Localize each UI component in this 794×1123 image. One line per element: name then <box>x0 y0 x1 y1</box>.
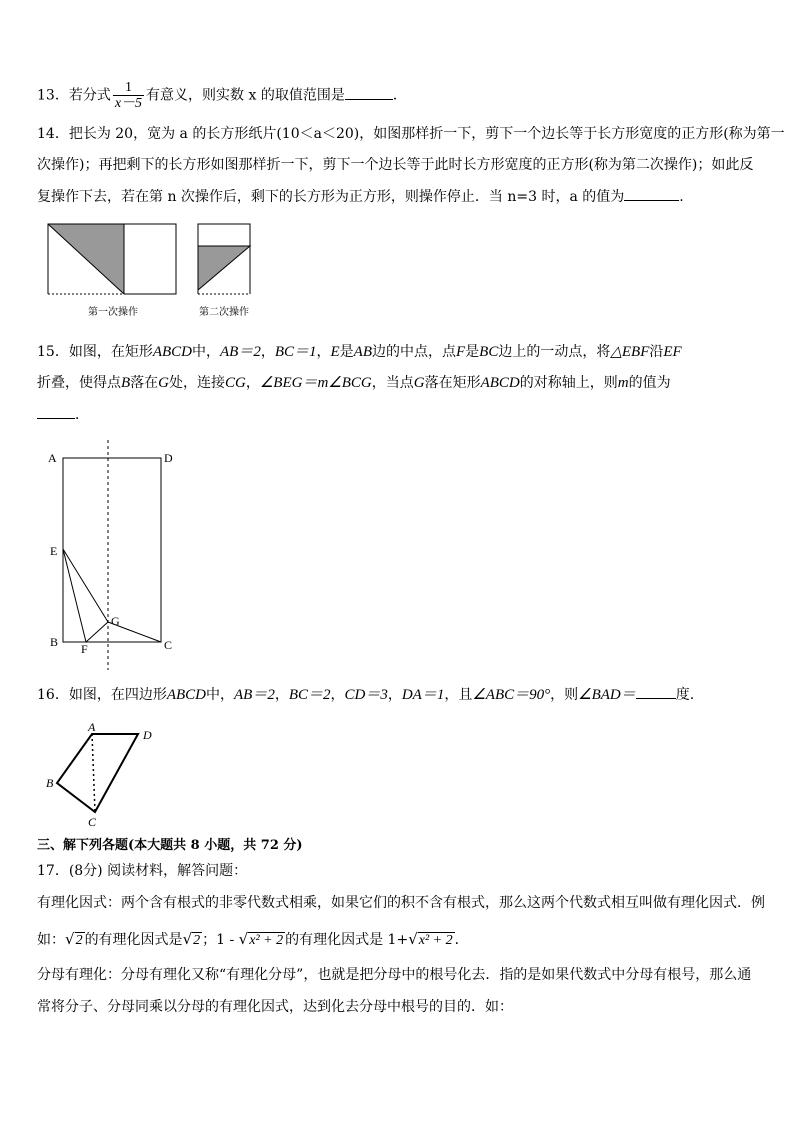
q17-p1-line1: 有理化因式：两个含有根式的非零代数式相乘，如果它们的积不含有根式，那么这两个代数式相互叫做有理化因式．例 <box>37 895 765 911</box>
q16-math: ∠BAD＝ <box>578 687 636 703</box>
q14-fig2-fold-triangle <box>198 246 250 290</box>
q17-p2-line1: 分母有理化：分母有理化又称“有理化分母”，也就是把分母中的根号化去．指的是如果代数式中分母有根号，那么通 <box>37 967 752 983</box>
q15-math: m <box>617 375 629 391</box>
q15-text: ， <box>245 375 260 391</box>
q15-line1 <box>37 342 682 362</box>
q15-text: 15．如图，在矩形 <box>37 344 153 360</box>
q15-math: E <box>330 344 340 360</box>
q15-math: ABCD <box>480 375 520 391</box>
q15-text: ，当点 <box>371 375 414 391</box>
q16-text: ，且 <box>444 687 473 703</box>
q16-math: ABCD <box>166 687 206 703</box>
q15-segment-eg <box>63 549 108 622</box>
q15-label-f: F <box>81 642 88 656</box>
sqrt-sign-icon: √ <box>65 930 75 948</box>
q17-text: 的有理化因式是 1+ <box>285 932 409 948</box>
q14-line3-end: . <box>679 189 684 205</box>
q15-math: BC＝1 <box>274 344 317 360</box>
q15-text: 落在矩形 <box>424 375 481 391</box>
q16-answer-blank <box>636 684 676 699</box>
q15-line2 <box>37 373 671 393</box>
q15-math: G <box>413 375 425 391</box>
q13-fraction <box>113 80 144 111</box>
q15-text: 是 <box>339 344 354 360</box>
q13-end: ． <box>392 87 407 104</box>
q15-label-e: E <box>50 544 58 558</box>
q17-radicand: 2 <box>193 933 201 948</box>
q16-text: 度. <box>675 687 695 703</box>
q15-text: 是 <box>465 344 480 360</box>
q15-line3 <box>37 404 89 425</box>
q14-line2: 次操作)；再把剩下的长方形如图那样折一下，剪下一个边长等于此时长方形宽度的正方形(称为第二次操作)；如此反 <box>37 157 754 173</box>
q15-label-b: B <box>50 635 59 649</box>
q17-text: ；1 - <box>202 932 235 948</box>
q16-label-d: D <box>143 728 152 742</box>
q17-p2-line2: 常将分子、分母同乘以分母的有理化因式，达到化去分母中根号的目的．如： <box>37 999 513 1015</box>
q13-middle: 有意义，则实数 x 的取值范围是 <box>146 87 345 104</box>
q15-math: ∠BEG＝m∠BCG <box>259 375 372 391</box>
q13-answer-blank <box>345 85 393 100</box>
q15-text: 的值为 <box>628 375 671 391</box>
q17-text: ． <box>454 932 469 948</box>
q16-math: BC＝2 <box>288 687 331 703</box>
q16-math: ∠ABC＝90° <box>472 687 551 703</box>
q17-text: 的有理化因式是 <box>84 932 183 948</box>
q15-segment-fg <box>86 622 108 642</box>
q17-radicand: x² + 2 <box>249 933 284 948</box>
q13-frac-numerator: 1 <box>113 80 144 96</box>
q15-text: ， <box>316 344 331 360</box>
q14-line3-text: 复操作下去，若在第 n 次操作后，剩下的长方形为正方形，则操作停止．当 n=3 时，a 的值为 <box>37 189 625 205</box>
q16-line <box>37 684 694 705</box>
q14-fig2-top-square <box>198 224 250 246</box>
q16-text: ， <box>387 687 402 703</box>
q15-math: F <box>456 344 466 360</box>
q14-answer-blank <box>624 186 679 201</box>
q15-math: CG <box>225 375 246 391</box>
q16-diagonal-ac <box>92 734 95 812</box>
sqrt-sign-icon: √ <box>182 930 193 948</box>
q16-math: CD＝3 <box>344 687 388 703</box>
q17-radicand: x² + 2 <box>418 933 453 948</box>
section-3-heading: 三、解下列各题(本大题共 8 小题，共 72 分) <box>37 838 303 853</box>
sqrt-sign-icon: √ <box>408 930 418 948</box>
q16-text: 中， <box>206 687 234 703</box>
q15-math: EF <box>663 344 682 360</box>
q13-prefix: 若分式 <box>68 87 111 104</box>
q14-line1: 14．把长为 20，宽为 a 的长方形纸片(10＜a＜20)，如图那样折一下，剪下一个边长等于长方形宽度的正方形(称为第一 <box>37 126 785 142</box>
q15-math: AB＝2 <box>220 344 261 360</box>
q14-caption-1: 第一次操作 <box>88 307 138 318</box>
q14-figure-2 <box>196 222 254 298</box>
q15-text: 的对称轴上，则 <box>519 375 618 391</box>
q16-quadrilateral <box>57 734 138 812</box>
q15-text: 边的中点，点 <box>372 344 456 360</box>
q16-text: ， <box>274 687 289 703</box>
q15-text: ． <box>75 407 89 423</box>
q15-segment-ef <box>63 549 86 642</box>
q16-label-b: B <box>46 776 54 790</box>
q14-caption-2: 第二次操作 <box>199 307 249 318</box>
q15-math: BC <box>479 344 499 360</box>
q15-math: ABCD <box>152 344 192 360</box>
q15-text: 处，连接 <box>169 375 226 391</box>
q15-text: 落在 <box>130 375 159 391</box>
q15-label-g: G <box>111 614 120 628</box>
q16-text: 16．如图，在四边形 <box>37 687 167 703</box>
q13-line <box>37 80 407 111</box>
q15-label-d: D <box>164 451 173 465</box>
q15-math: B <box>121 375 131 391</box>
q17-p1-line2 <box>37 929 469 950</box>
q15-label-c: C <box>164 638 173 652</box>
q15-text: 边上的一动点，将 <box>498 344 611 360</box>
q15-text: 沿 <box>649 344 664 360</box>
sqrt-sign-icon: √ <box>238 930 249 948</box>
q15-text: 中， <box>192 344 220 360</box>
q15-math: △EBF <box>610 344 650 360</box>
q15-answer-blank <box>37 404 75 419</box>
q14-line3 <box>37 186 684 207</box>
q15-text: ， <box>260 344 275 360</box>
q16-label-a: A <box>88 720 96 734</box>
q16-math: DA＝1 <box>401 687 445 703</box>
q15-label-a: A <box>48 451 57 465</box>
q15-math: G <box>158 375 170 391</box>
q17-text: 如： <box>37 932 65 948</box>
q15-math: AB <box>353 344 372 360</box>
q16-text: ， <box>330 687 345 703</box>
q16-text: ，则 <box>550 687 579 703</box>
q17-radicand: 2 <box>75 933 83 948</box>
q15-text: 折叠，使得点 <box>37 375 121 391</box>
q14-figure-1 <box>46 222 180 298</box>
q16-label-c: C <box>88 815 97 829</box>
q16-math: AB＝2 <box>234 687 275 703</box>
q13-frac-denominator: x－5 <box>114 96 143 111</box>
q13-number: 13． <box>37 87 69 104</box>
q17-header: 17．(8分) 阅读材料，解答问题： <box>37 863 248 879</box>
